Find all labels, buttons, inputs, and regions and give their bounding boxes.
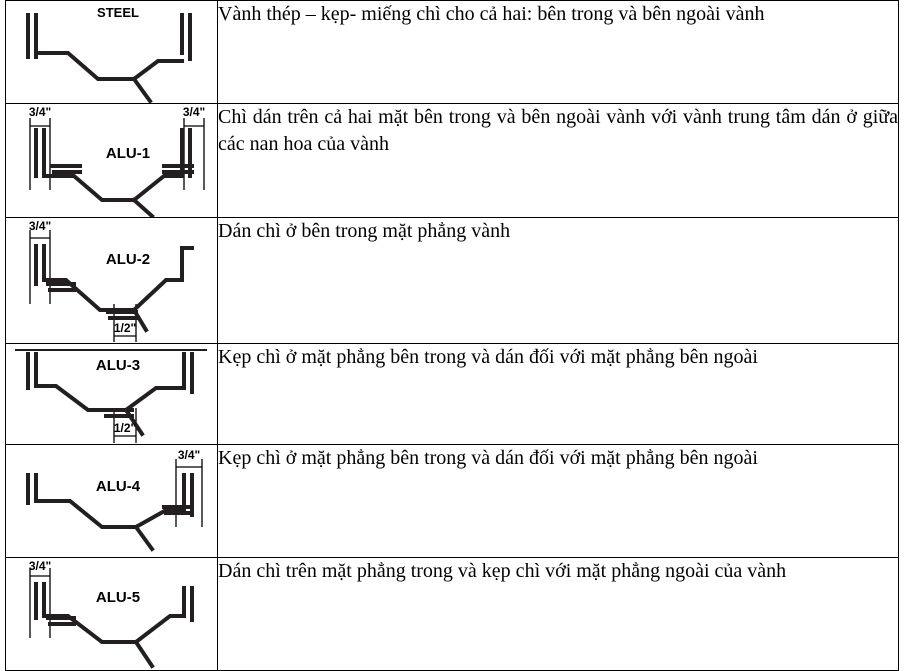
alu2-rim-diagram — [6, 218, 218, 343]
row-description: Dán chì ở bên trong mặt phẳng vành — [218, 218, 899, 344]
alu3-rim-diagram — [6, 344, 218, 444]
steel-rim-diagram — [6, 1, 218, 103]
dimension-label: 3/4" — [28, 559, 52, 573]
alu1-rim-diagram — [6, 104, 218, 217]
row-description: Kẹp chì ở mặt phẳng bên trong và dán đối với mặt phẳng bên ngoài — [218, 445, 899, 558]
dimension-label: 3/4" — [182, 105, 206, 119]
diagram-label-alu-4: ALU-4 — [95, 478, 141, 495]
alu4-diagram-cell — [6, 445, 218, 558]
table-row-steel — [6, 1, 899, 104]
dimension-label: 3/4" — [28, 105, 52, 119]
alu1-diagram-cell — [6, 104, 218, 218]
row-description: Chì dán trên cả hai mặt bên trong và bên ngoài vành với vành trung tâm dán ở giữa các nan hoa của vành — [218, 104, 899, 218]
steel-diagram-cell — [6, 1, 218, 104]
row-description: Kẹp chì ở mặt phẳng bên trong và dán đối với mặt phẳng bên ngoài — [218, 344, 899, 445]
alu2-diagram-cell — [6, 218, 218, 344]
diagram-label-alu-1: ALU-1 — [105, 145, 151, 162]
row-description: Vành thép – kẹp- miếng chì cho cả hai: bên trong và bên ngoài vành — [218, 1, 899, 104]
diagram-label-alu-5: ALU-5 — [95, 589, 141, 606]
dimension-label: 1/2" — [113, 321, 137, 335]
table-row-alu-3 — [6, 344, 899, 445]
alu3-diagram-cell — [6, 344, 218, 445]
diagram-label-alu-2: ALU-2 — [105, 251, 151, 268]
table-row-alu-2 — [6, 218, 899, 344]
wheel-weight-table — [5, 0, 899, 671]
diagram-label-steel: STEEL — [97, 5, 139, 20]
dimension-label: 1/2" — [113, 421, 137, 435]
table-row-alu-1 — [6, 104, 899, 218]
alu4-rim-diagram — [6, 445, 218, 557]
dimension-label: 3/4" — [177, 448, 201, 462]
alu5-diagram-cell — [6, 558, 218, 671]
dimension-label: 3/4" — [28, 219, 52, 233]
diagram-label-alu-3: ALU-3 — [95, 357, 141, 374]
alu5-rim-diagram — [6, 558, 218, 670]
table-row-alu-5 — [6, 558, 899, 671]
row-description: Dán chì trên mặt phẳng trong và kẹp chì với mặt phẳng ngoài của vành — [218, 558, 899, 671]
table-row-alu-4 — [6, 445, 899, 558]
